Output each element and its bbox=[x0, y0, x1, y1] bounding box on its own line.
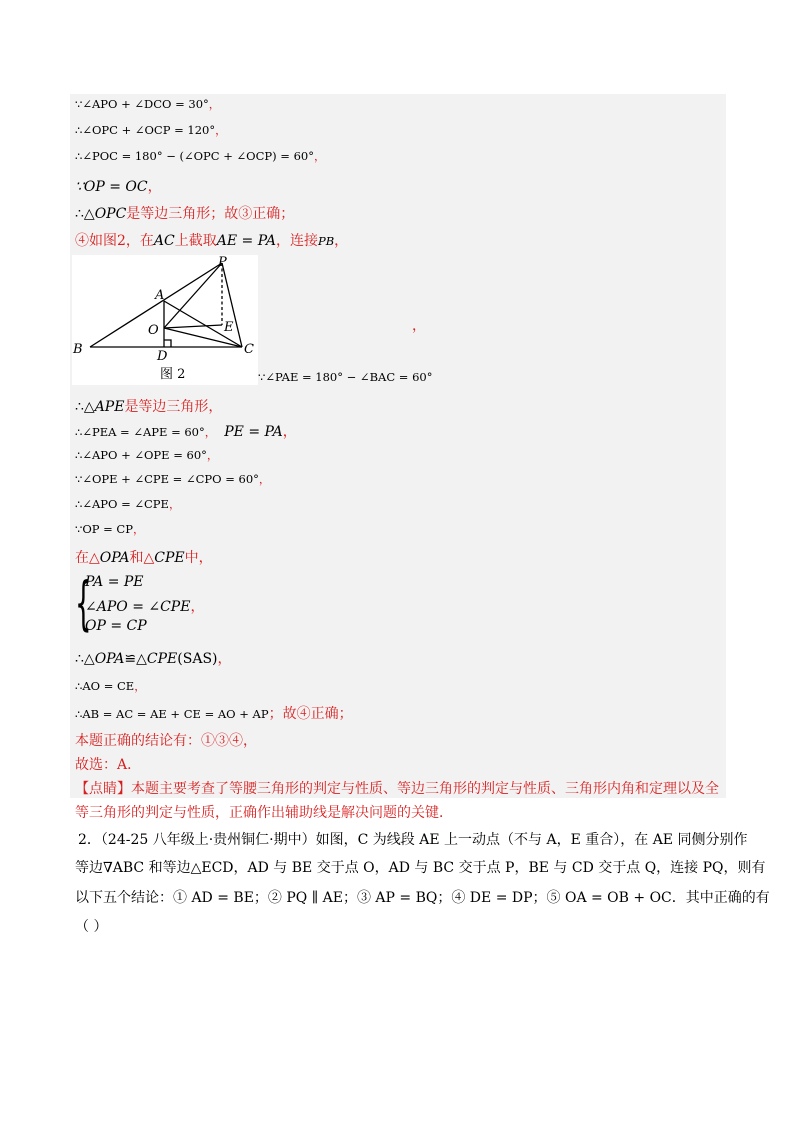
label-E: E bbox=[224, 320, 234, 335]
comment-line-1 bbox=[75, 778, 719, 798]
punct: ， bbox=[147, 179, 162, 195]
question-line-3: 以下五个结论：① AD = BE；② PQ ∥ AE；③ AP = BQ；④ DE = DP；⑤ OA = OB + OC．其中正确的有 bbox=[75, 890, 770, 906]
math: CPE bbox=[154, 550, 185, 566]
symbol: ≌△ bbox=[124, 651, 147, 667]
line-11 bbox=[75, 496, 180, 512]
equation: ∵∠APO + ∠DCO = 30° bbox=[75, 97, 209, 111]
comment-tag: 【点睛】 bbox=[75, 781, 131, 797]
math: CPE bbox=[146, 651, 178, 667]
punct: ， bbox=[215, 123, 227, 137]
line-5 bbox=[75, 203, 294, 223]
math: OPA bbox=[99, 550, 130, 566]
line-15 bbox=[75, 678, 146, 694]
math: OPA bbox=[94, 651, 125, 667]
text: 上截取 bbox=[174, 233, 217, 249]
equation: ∵OP = CP bbox=[75, 522, 133, 536]
text: 在△ bbox=[75, 550, 100, 566]
punct: ， bbox=[190, 599, 205, 615]
text: ④如图2，在 bbox=[75, 233, 154, 249]
line-4 bbox=[75, 176, 162, 196]
line-2 bbox=[75, 122, 227, 138]
punct: ， bbox=[334, 233, 349, 249]
solution-background bbox=[70, 94, 726, 798]
system-line-1: PA = PE bbox=[85, 574, 144, 590]
equation: ∴∠OPC + ∠OCP = 120° bbox=[75, 123, 216, 137]
line-6 bbox=[75, 230, 348, 250]
line-8 bbox=[75, 421, 297, 441]
text: 是等边三角形；故③正确； bbox=[126, 206, 295, 222]
line-17: 本题正确的结论有：①③④， bbox=[75, 733, 257, 749]
line-13 bbox=[75, 547, 213, 567]
text: 和△ bbox=[129, 550, 155, 566]
text: 中， bbox=[184, 550, 213, 566]
brace-icon: { bbox=[75, 569, 92, 637]
label-B: B bbox=[73, 342, 83, 357]
punct: ， bbox=[217, 651, 232, 667]
system-line-2 bbox=[85, 596, 204, 616]
equation-system bbox=[75, 569, 205, 638]
punct: ， bbox=[134, 679, 146, 693]
comment-line-2: 等三角形的判定与性质，正确作出辅助线是解决问题的关键． bbox=[75, 805, 453, 821]
question-answer-blank: （ ） bbox=[75, 919, 108, 935]
equation: ∴AO = CE bbox=[75, 679, 135, 693]
figure-2 bbox=[72, 255, 258, 385]
equation: ∴∠PEA = ∠APE = 60° bbox=[75, 425, 205, 439]
line-9 bbox=[75, 447, 218, 463]
equation: ∵∠OPE + ∠CPE = ∠CPO = 60° bbox=[75, 472, 259, 486]
punct: ， bbox=[206, 448, 219, 462]
question-line-2: 等边∇ABC 和等边△ECD，AD 与 BE 交于点 O，AD 与 BC 交于点 P，BE 与 CD 交于点 Q，连接 PQ，则有 bbox=[75, 860, 766, 876]
math: AE = PA bbox=[216, 233, 276, 249]
equation: ∵OP = OC bbox=[75, 179, 148, 195]
symbol: ∴△ bbox=[75, 206, 95, 222]
math: OPC bbox=[94, 206, 127, 222]
label-O: O bbox=[148, 323, 159, 338]
punct: ， bbox=[258, 472, 271, 486]
line-10 bbox=[75, 471, 270, 487]
punct: ， bbox=[168, 497, 181, 511]
punct: ， bbox=[282, 424, 297, 440]
line-1 bbox=[75, 96, 220, 112]
label-D: D bbox=[157, 349, 168, 364]
line-7 bbox=[75, 396, 222, 416]
text: ，连接 bbox=[275, 233, 318, 249]
punct: ， bbox=[204, 425, 217, 439]
equation: ∴∠APO + ∠OPE = 60° bbox=[75, 448, 207, 462]
equation: ∠APO = ∠CPE bbox=[85, 599, 191, 615]
figure-caption: 图 2 bbox=[160, 367, 186, 382]
equation: ∴∠POC = 180° − (∠OPC + ∠OCP) = 60° bbox=[75, 149, 314, 163]
math: AC bbox=[153, 233, 175, 249]
line-12 bbox=[75, 521, 144, 537]
line-18: 故选：A． bbox=[75, 757, 142, 773]
geometry-diagram bbox=[72, 255, 258, 385]
equation: ∴∠APO = ∠CPE bbox=[75, 497, 169, 511]
punct: ， bbox=[208, 97, 221, 111]
label-C: C bbox=[244, 342, 254, 357]
line-3 bbox=[75, 148, 325, 164]
math: APE bbox=[94, 399, 125, 415]
figure-comma: ， bbox=[412, 318, 426, 334]
line-14 bbox=[75, 648, 232, 668]
punct: ， bbox=[313, 149, 326, 163]
math: (SAS) bbox=[177, 651, 218, 667]
equation: PE = PA bbox=[224, 424, 283, 440]
system-line-3: OP = CP bbox=[85, 618, 147, 634]
label-P: P bbox=[218, 255, 227, 270]
text: ；故④正确； bbox=[268, 706, 353, 722]
label-A: A bbox=[155, 288, 165, 303]
figure-side-equation: ∵∠PAE = 180° − ∠BAC = 60° bbox=[258, 370, 433, 384]
comment-text: 本题主要考查了等腰三角形的判定与性质、等边三角形的判定与性质、三角形内角和定理以及全 bbox=[131, 781, 719, 797]
line-16 bbox=[75, 703, 353, 723]
math: PB bbox=[317, 234, 335, 248]
symbol: ∴△ bbox=[75, 399, 95, 415]
text: 是等边三角形， bbox=[124, 399, 223, 415]
question-line-1: 2．（24-25 八年级上·贵州铜仁·期中）如图，C 为线段 AE 上一动点（不与 A，E 重合），在 AE 同侧分别作 bbox=[78, 832, 748, 848]
symbol: ∴△ bbox=[75, 651, 95, 667]
punct: ， bbox=[132, 522, 145, 536]
equation: ∴AB = AC = AE + CE = AO + AP bbox=[75, 707, 269, 721]
